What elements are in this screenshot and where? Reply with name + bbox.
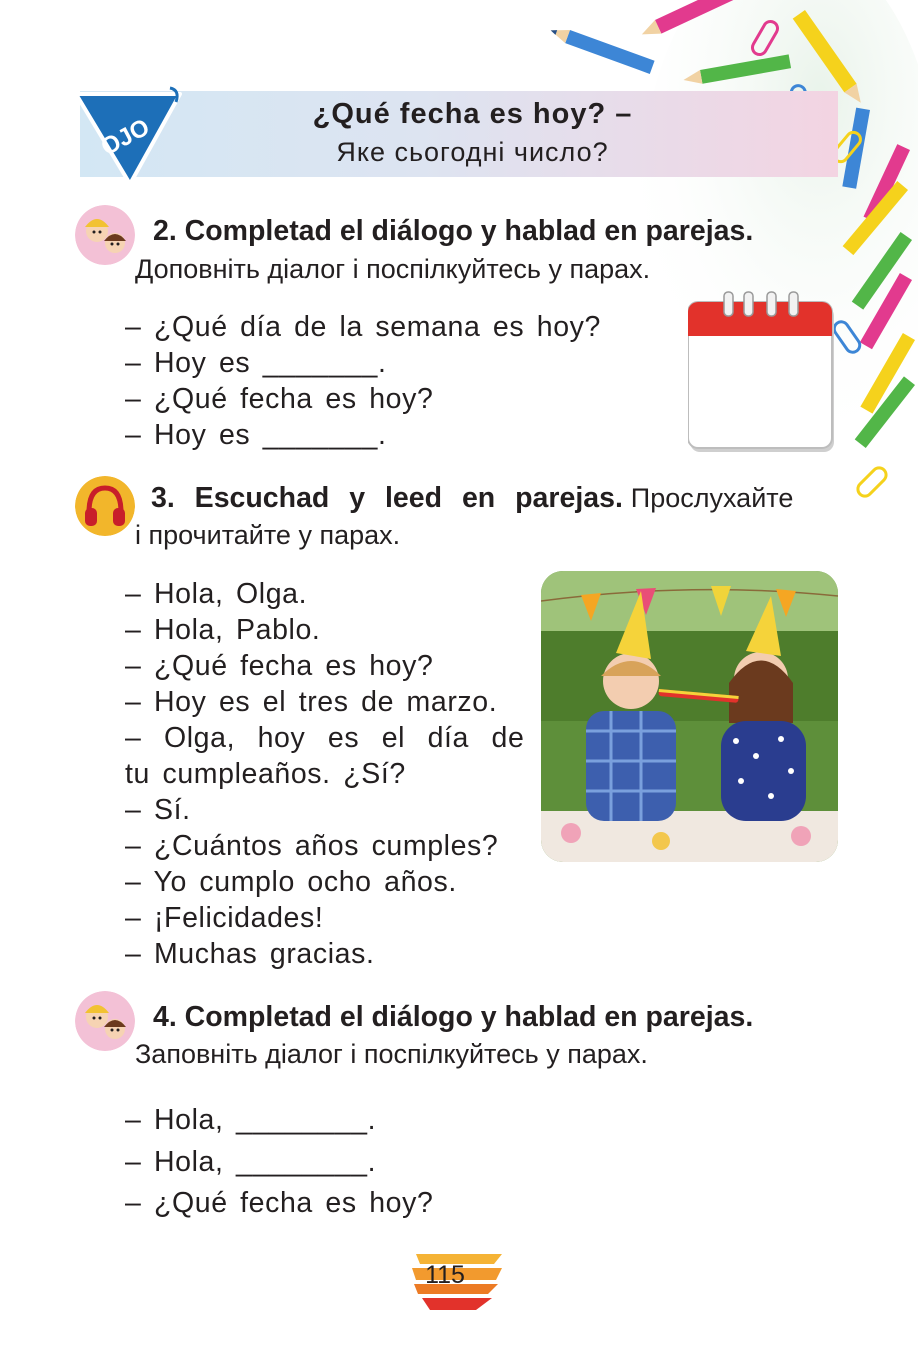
task3-heading-spanish: 3. Escuchad y leed en parejas. [151,482,623,514]
task4-line: – Hola, ________. [125,1146,377,1178]
task3-line: – ¡Felicidades! [125,902,324,934]
task3-line: – Olga, hoy es el día de [125,722,525,754]
task3-line: – Muchas gracias. [125,938,375,970]
calendar-illustration [688,290,836,456]
task4-line: – Hola, ________. [125,1104,377,1136]
task3-translation: і прочитайте у парах. [135,520,401,550]
task4-heading: 4. Completad el diálogo y hablad en parejas. [153,1001,754,1033]
task4-translation: Заповніть діалог і поспілкуйтесь у парах. [135,1039,648,1069]
task3-line: – ¿Qué fecha es hoy? [125,650,434,682]
page-number: 115 [425,1261,465,1289]
kids-talking-icon [75,205,135,265]
banner-subtitle: Яке сьогодні число? [336,137,609,167]
task2-line: – ¿Qué día de la semana es hoy? [125,311,601,343]
task3-heading-ukrainian: Прослухайте [630,483,794,513]
banner-title: ¿Qué fecha es hoy? – [312,98,633,130]
task2-line: – Hoy es _______. [125,347,387,379]
task2-translation: Доповніть діалог і поспілкуйтесь у парах. [135,254,651,284]
task3-heading [151,482,793,515]
task3-line: – ¿Cuántos años cumples? [125,830,499,862]
task2-heading: 2. Completad el diálogo y hablad en parejas. [153,215,754,247]
task2-line: – ¿Qué fecha es hoy? [125,383,434,415]
ojo-badge-label: OJO [96,113,155,162]
task3-line: – Hola, Olga. [125,578,308,610]
task4-line: – ¿Qué fecha es hoy? [125,1187,434,1219]
headphones-icon [75,476,135,536]
task3-line: – Hola, Pablo. [125,614,321,646]
task3-line: – Hoy es el tres de marzo. [125,686,498,718]
task3-line: – Yo cumplo ocho años. [125,866,457,898]
birthday-party-photo [541,571,838,862]
kids-talking-icon [75,991,135,1051]
task2-line: – Hoy es _______. [125,419,387,451]
task3-line: tu cumpleaños. ¿Sí? [125,758,406,790]
ojo-triangle-icon [72,84,184,190]
task3-line: – Sí. [125,794,191,826]
